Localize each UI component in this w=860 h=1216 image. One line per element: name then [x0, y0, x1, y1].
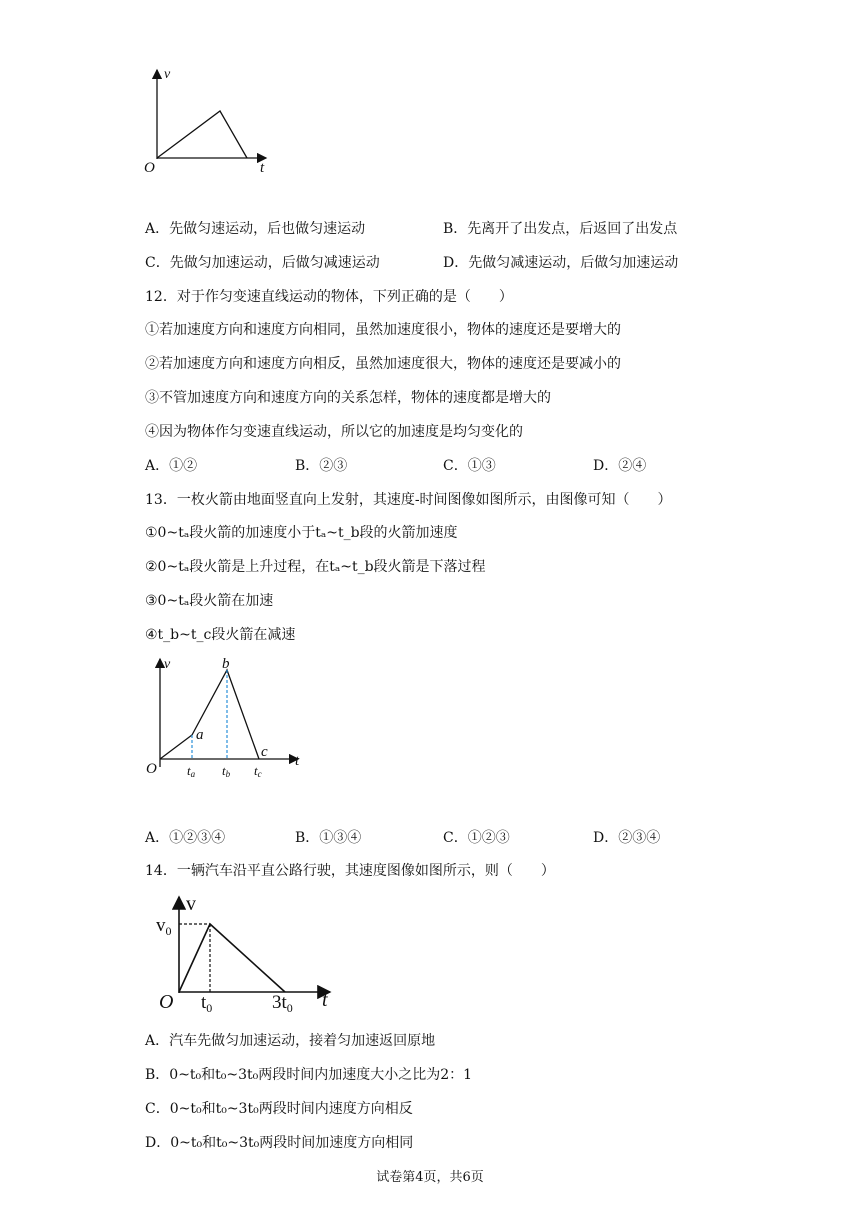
- tick-label-tb: tb: [222, 763, 231, 779]
- q14-option-c[interactable]: C．0~t₀和t₀~3t₀两段时间内速度方向相反: [145, 1101, 413, 1117]
- velocity-curve: [157, 111, 247, 158]
- q13-stem: 13．一枚火箭由地面竖直向上发射，其速度-时间图像如图所示，由图像可知（ ）: [145, 492, 672, 508]
- q12-statement-1: ①若加速度方向和速度方向相同，虽然加速度很小，物体的速度还是要增大的: [145, 322, 621, 338]
- t0-label: $t_0$: [201, 992, 213, 1013]
- q11-vt-graph: [140, 64, 275, 176]
- tick-label-tc: tc: [254, 763, 262, 779]
- velocity-curve: [179, 924, 285, 992]
- q13-option-a[interactable]: A．①②③④: [145, 830, 226, 846]
- v0-label: $v_0$: [156, 915, 172, 938]
- 3t0-label: $3t_0$: [272, 992, 293, 1013]
- page-footer: 试卷第4页，共6页: [376, 1170, 484, 1185]
- q11-option-b[interactable]: B．先离开了出发点，后返回了出发点: [443, 221, 678, 237]
- q14-option-a[interactable]: A．汽车先做匀加速运动，接着匀加速返回原地: [145, 1033, 436, 1049]
- q11-option-a[interactable]: A．先做匀速运动，后也做匀速运动: [145, 221, 366, 237]
- q14-option-b[interactable]: B．0~t₀和t₀~3t₀两段时间内加速度大小之比为2：1: [145, 1067, 473, 1083]
- q13-option-b[interactable]: B．①③④: [295, 830, 362, 846]
- q11-option-c[interactable]: C．先做匀加速运动，后做匀减速运动: [145, 255, 380, 271]
- q13-statement-3: ③0~tₐ段火箭在加速: [145, 593, 274, 609]
- q12-option-c[interactable]: C．①③: [443, 458, 496, 474]
- q12-option-b[interactable]: B．②③: [295, 458, 348, 474]
- q13-statement-1: ①0~tₐ段火箭的加速度小于tₐ~t_b段的火箭加速度: [145, 525, 458, 541]
- q14-stem: 14．一辆汽车沿平直公路行驶，其速度图像如图所示，则（ ）: [145, 863, 555, 879]
- q12-statement-2: ②若加速度方向和速度方向相反，虽然加速度很大，物体的速度还是要减小的: [145, 356, 621, 372]
- q13-option-c[interactable]: C．①②③: [443, 830, 510, 846]
- q12-stem: 12．对于作匀变速直线运动的物体，下列正确的是（ ）: [145, 289, 513, 305]
- q14-vt-graph: [150, 893, 340, 1013]
- q12-statement-3: ③不管加速度方向和速度方向的关系怎样，物体的速度都是增大的: [145, 390, 551, 406]
- axis-label-t: t: [295, 753, 300, 769]
- velocity-curve: [160, 670, 259, 759]
- axis-label-t: t: [260, 160, 265, 176]
- axis-label-t: t: [322, 989, 328, 1011]
- q12-statement-4: ④因为物体作匀变速直线运动，所以它的加速度是均匀变化的: [145, 424, 523, 440]
- axis-label-v: v: [186, 893, 196, 915]
- point-label-b: b: [222, 656, 230, 672]
- q13-statement-4: ④t_b~t_c段火箭在减速: [145, 627, 296, 643]
- axis-label-v: v: [164, 67, 171, 82]
- origin-label: O: [144, 160, 155, 176]
- q11-option-d[interactable]: D．先做匀减速运动，后做匀加速运动: [443, 255, 679, 271]
- q14-option-d[interactable]: D．0~t₀和t₀~3t₀两段时间加速度方向相同: [145, 1135, 414, 1151]
- point-label-a: a: [196, 727, 204, 743]
- origin-label: O: [146, 761, 157, 777]
- q13-statement-2: ②0~tₐ段火箭是上升过程，在tₐ~t_b段火箭是下落过程: [145, 559, 486, 575]
- origin-label: O: [159, 991, 174, 1013]
- axis-label-v: v: [164, 657, 171, 672]
- point-label-c: c: [261, 744, 268, 760]
- tick-label-ta: ta: [187, 763, 196, 779]
- q13-option-d[interactable]: D．②③④: [593, 830, 661, 846]
- q12-option-d[interactable]: D．②④: [593, 458, 647, 474]
- q12-option-a[interactable]: A．①②: [145, 458, 198, 474]
- q13-vt-graph: [140, 655, 310, 785]
